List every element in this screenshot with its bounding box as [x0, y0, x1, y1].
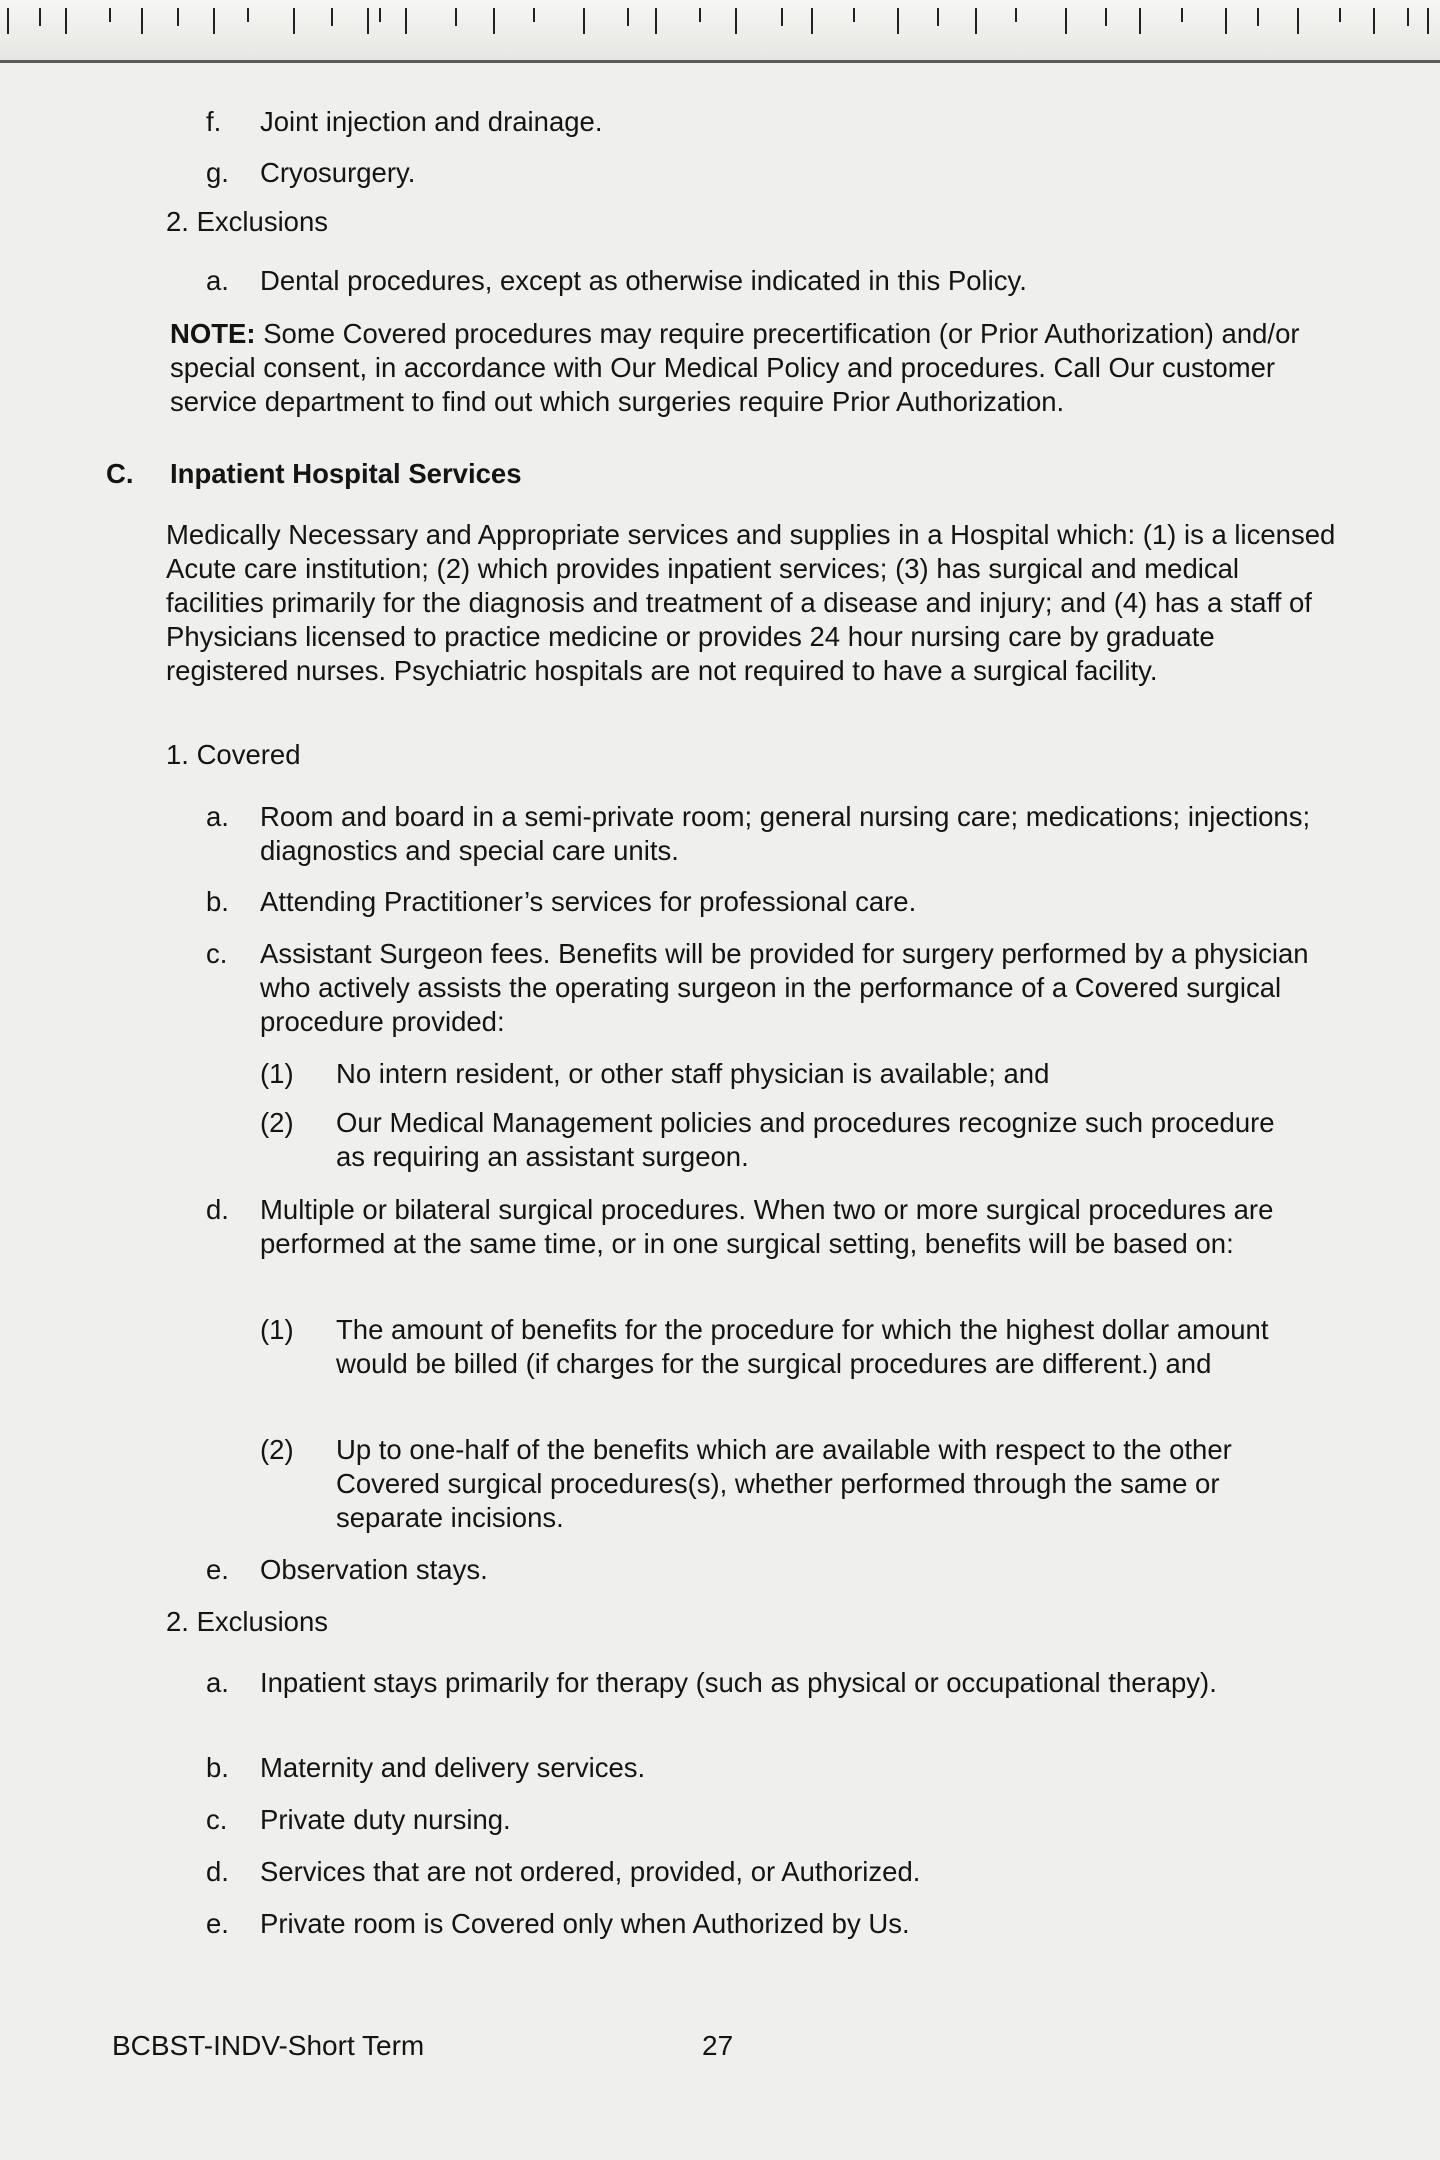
covered-c-label: c.	[206, 938, 228, 969]
covered-d-text: Multiple or bilateral surgical procedures. When two or more surgical procedures are performed at the same time, or in one surgical setting, benefits will be based on:	[260, 1194, 1274, 1259]
exclusion-b-label: b.	[206, 1752, 229, 1783]
footer-page-number: 27	[702, 2030, 734, 2061]
item-f-text: Joint injection and drainage.	[260, 106, 603, 137]
item-g-text: Cryosurgery.	[260, 157, 416, 188]
exclusion-c-label: c.	[206, 1804, 228, 1835]
document-page	[0, 63, 1440, 2160]
exclusion-c-text: Private duty nursing.	[260, 1804, 511, 1835]
covered-d-sub1-text: The amount of benefits for the procedure for which the highest dollar amount would be billed (if charges for the surgical procedures are different.) and	[336, 1314, 1269, 1379]
item-f-label: f.	[206, 106, 222, 137]
covered-d-sub1-label: (1)	[260, 1314, 294, 1345]
covered-c-sub1-label: (1)	[260, 1058, 294, 1089]
exclusion-a-label: a.	[206, 265, 229, 296]
covered-d-sub2-text: Up to one-half of the benefits which are available with respect to the other Covered surgical procedures(s), whether performed through the same or separate incisions.	[336, 1434, 1232, 1533]
note-paragraph	[170, 317, 1305, 419]
exclusions-heading-top: 2. Exclusions	[166, 206, 329, 237]
covered-c-text: Assistant Surgeon fees. Benefits will be provided for surgery performed by a physician who actively assists the operating surgeon in the performance of a Covered surgical procedure provided:	[260, 938, 1309, 1037]
covered-d-sub2-label: (2)	[260, 1434, 294, 1465]
exclusion-a2-text: Inpatient stays primarily for therapy (such as physical or occupational therapy).	[260, 1667, 1217, 1698]
item-g-label: g.	[206, 157, 229, 188]
exclusion-d-text: Services that are not ordered, provided, or Authorized.	[260, 1856, 921, 1887]
covered-c-sub2-text: Our Medical Management policies and procedures recognize such procedure as requiring an assistant surgeon.	[336, 1107, 1275, 1172]
footer-doc-id: BCBST-INDV-Short Term	[112, 2030, 425, 2061]
exclusion-b-text: Maternity and delivery services.	[260, 1752, 646, 1783]
section-c-intro: Medically Necessary and Appropriate services and supplies in a Hospital which: (1) is a licensed Acute care institution; (2) which provides inpatient services; (3) has surgical and medical facilities primarily for the diagnosis and treatment of a disease and injury; and (4) has a staff of Physicians licensed to practice medicine or provides 24 hour nursing care by graduate registered nurses. Psychiatric hospitals are not required to have a surgical facility.	[166, 519, 1336, 686]
covered-c-sub2-label: (2)	[260, 1107, 294, 1138]
covered-e-label: e.	[206, 1554, 229, 1585]
note-text: Some Covered procedures may require precertification (or Prior Authorization) and/or special consent, in accordance with Our Medical Policy and procedures. Call Our customer service department to find out which surgeries require Prior Authorization.	[170, 318, 1300, 417]
note-label: NOTE:	[170, 318, 256, 349]
section-c-title: Inpatient Hospital Services	[170, 458, 522, 489]
exclusion-a-text: Dental procedures, except as otherwise indicated in this Policy.	[260, 265, 1027, 296]
covered-b-text: Attending Practitioner’s services for professional care.	[260, 886, 917, 917]
exclusion-e-text: Private room is Covered only when Authorized by Us.	[260, 1908, 910, 1939]
exclusions-heading: 2. Exclusions	[166, 1606, 329, 1637]
covered-a-text: Room and board in a semi-private room; general nursing care; medications; injections; diagnostics and special care units.	[260, 801, 1311, 866]
covered-c-sub1-text: No intern resident, or other staff physician is available; and	[336, 1058, 1050, 1089]
covered-e-text: Observation stays.	[260, 1554, 488, 1585]
section-c-letter: C.	[106, 458, 134, 489]
ruler-strip	[0, 0, 1440, 63]
covered-b-label: b.	[206, 886, 229, 917]
exclusion-a2-label: a.	[206, 1667, 229, 1698]
exclusion-e-label: e.	[206, 1908, 229, 1939]
exclusion-d-label: d.	[206, 1856, 229, 1887]
covered-heading: 1. Covered	[166, 739, 301, 770]
covered-a-label: a.	[206, 801, 229, 832]
ruler-ticks	[0, 0, 1440, 60]
covered-d-label: d.	[206, 1194, 229, 1225]
